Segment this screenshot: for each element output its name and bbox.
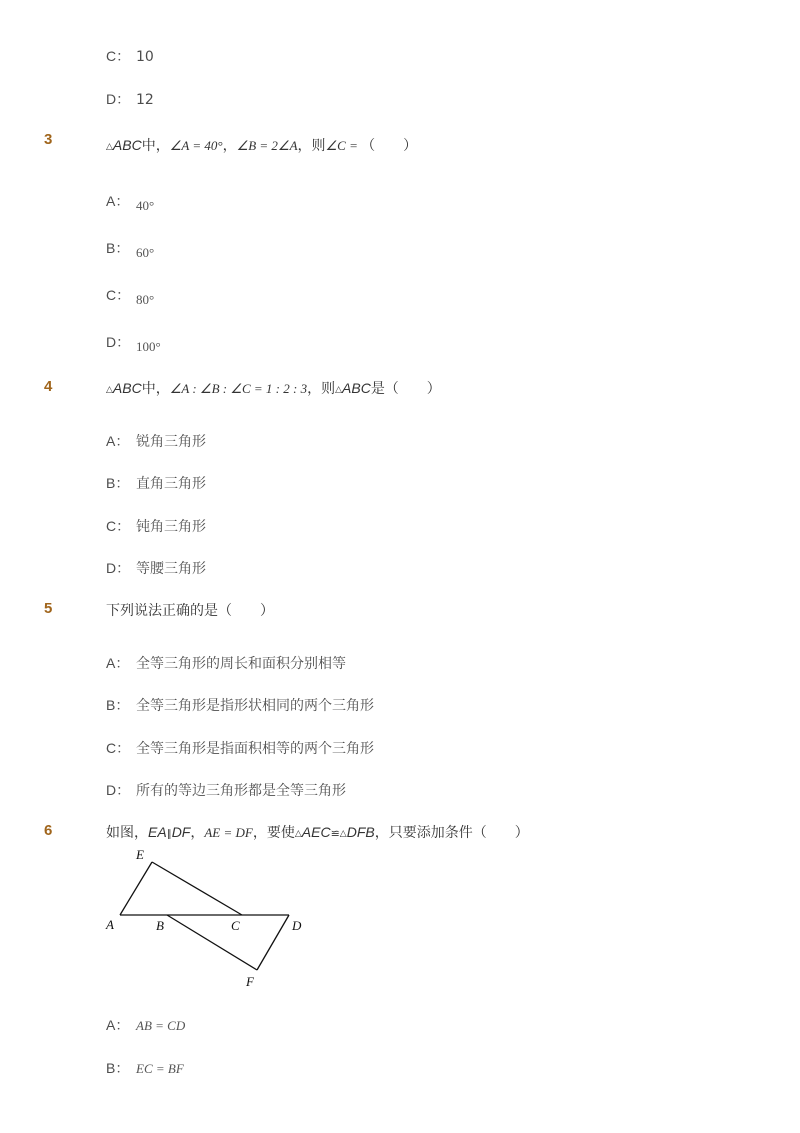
answer-paren: （ ） (361, 138, 418, 154)
option-letter: C： (106, 518, 131, 534)
option-value: 全等三角形的周长和面积分别相等 (136, 656, 346, 672)
label-c: C (231, 918, 240, 933)
option-letter: C： (106, 740, 131, 756)
stem-text: 中， (141, 138, 170, 154)
option-letter: D： (106, 560, 131, 576)
q5-option-a[interactable] (106, 653, 346, 673)
question-6-stem (106, 822, 529, 842)
label-f: F (246, 974, 254, 989)
q4-option-b[interactable] (106, 473, 206, 493)
option-value: 60° (136, 245, 155, 260)
option-letter: C： (106, 287, 131, 303)
segment-bf (167, 915, 257, 970)
option-letter: D： (106, 91, 131, 107)
stem-text: ，则 (307, 381, 336, 397)
label-e: E (136, 847, 144, 862)
q5-option-d[interactable] (106, 780, 346, 800)
stem-text: ， (190, 825, 205, 841)
q3-option-b[interactable] (106, 238, 154, 258)
segment-ae (120, 862, 152, 915)
math-ae-df: AE = DF (204, 825, 253, 840)
triangle-symbol: △ (339, 829, 347, 839)
option-value: 10 (136, 49, 154, 65)
math-angle-a: ∠A = 40° (169, 138, 223, 153)
math-angle-c: ∠C = (325, 138, 362, 153)
stem-text: ，只要添加条件（ ） (374, 825, 529, 841)
option-value: 100° (136, 339, 161, 354)
question-number-6: 6 (44, 822, 53, 839)
option-letter: B： (106, 240, 130, 256)
option-value: 12 (136, 92, 154, 108)
label-a: A (106, 917, 114, 932)
option-letter: D： (106, 782, 131, 798)
question-4-stem (106, 378, 441, 398)
option-value: 80° (136, 292, 155, 307)
stem-text: ，则 (297, 138, 326, 154)
stem-text: ，要使 (252, 825, 295, 841)
q6-option-b[interactable] (106, 1058, 184, 1078)
stem-text: ， (222, 138, 237, 154)
option-value: 所有的等边三角形都是全等三角形 (136, 783, 346, 799)
q4-option-d[interactable] (106, 558, 206, 578)
stem-text: 如图， (106, 825, 148, 841)
option-value: 等腰三角形 (136, 561, 206, 577)
triangle-name: AEC (301, 824, 331, 840)
q3-option-c[interactable] (106, 285, 154, 305)
label-d: D (292, 918, 302, 933)
triangle-symbol: △ (106, 142, 113, 152)
q5-option-c[interactable] (106, 738, 374, 758)
option-value: EC = BF (136, 1061, 184, 1076)
q4-option-c[interactable] (106, 516, 206, 536)
triangle-symbol: △ (335, 385, 343, 395)
option-letter: C： (106, 48, 131, 64)
geometry-figure (100, 843, 320, 993)
option-letter: A： (106, 433, 130, 449)
stem-text: 是（ ） (370, 381, 441, 397)
option-value: AB = CD (136, 1018, 186, 1033)
q2-option-d[interactable] (106, 89, 154, 109)
triangle-name: ABC (342, 380, 371, 396)
option-letter: A： (106, 193, 130, 209)
segment-df (257, 915, 289, 970)
segment-ea: EA (148, 824, 167, 840)
q2-option-c[interactable] (106, 46, 154, 66)
triangle-name: ABC (112, 380, 142, 396)
triangle-symbol: △ (106, 385, 113, 395)
q3-option-a[interactable] (106, 191, 154, 211)
question-3-stem (106, 135, 417, 155)
q3-option-d[interactable] (106, 332, 161, 352)
option-value: 锐角三角形 (136, 434, 206, 450)
triangle-symbol: △ (294, 829, 302, 839)
q6-option-a[interactable] (106, 1015, 185, 1035)
figure-lines (120, 862, 289, 970)
option-letter: A： (106, 1017, 130, 1033)
option-letter: B： (106, 475, 130, 491)
math-angle-b: ∠B = 2∠A (236, 138, 298, 153)
triangle-name: DFB (346, 824, 375, 840)
option-value: 钝角三角形 (136, 519, 206, 535)
triangle-name: ABC (112, 137, 142, 153)
segment-df: DF (171, 824, 191, 840)
parallel-symbol: ∥ (166, 829, 172, 840)
stem-text: 中， (141, 381, 170, 397)
option-value: 全等三角形是指形状相同的两个三角形 (136, 698, 374, 714)
label-b: B (156, 918, 164, 933)
segment-ec (152, 862, 242, 915)
option-letter: D： (106, 334, 131, 350)
option-letter: B： (106, 697, 130, 713)
option-letter: A： (106, 655, 130, 671)
question-number-3: 3 (44, 131, 53, 148)
option-value: 直角三角形 (136, 476, 206, 492)
question-number-5: 5 (44, 600, 53, 617)
q4-option-a[interactable] (106, 431, 206, 451)
question-number-4: 4 (44, 378, 53, 395)
option-value: 全等三角形是指面积相等的两个三角形 (136, 741, 374, 757)
congruent-symbol: ≌ (330, 827, 340, 840)
q5-option-b[interactable] (106, 695, 374, 715)
option-value: 40° (136, 198, 155, 213)
math-angle-ratio: ∠A : ∠B : ∠C = 1 : 2 : 3 (169, 381, 308, 396)
question-5-stem: 下列说法正确的是（ ） (106, 603, 274, 619)
option-letter: B： (106, 1060, 130, 1076)
